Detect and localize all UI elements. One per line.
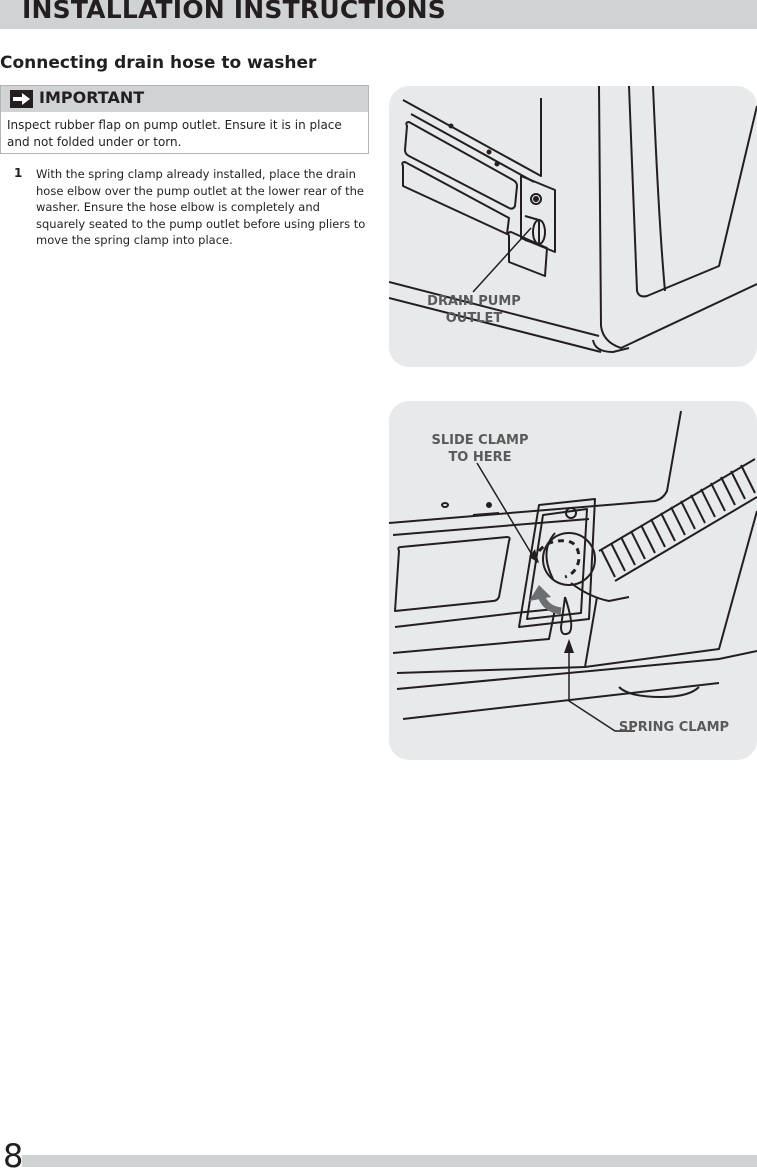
spring-clamp-label: SPRING CLAMP bbox=[618, 720, 730, 735]
section-title: Connecting drain hose to washer bbox=[0, 53, 317, 73]
page-header-title: INSTALLATION INSTRUCTIONS bbox=[22, 0, 446, 24]
step-text: With the spring clamp already installed, place the drain hose elbow over the pump outlet at the lower rear of the washer. Ensure the hose elbow is completely and squarely seated to the pump outlet before using pliers to move the spring clamp into place. bbox=[36, 167, 366, 247]
important-text: Inspect rubber ﬂap on pump outlet. Ensure it is in place and not folded under or torn. bbox=[7, 118, 342, 149]
arrow-right-icon bbox=[10, 90, 33, 108]
header-bar bbox=[0, 0, 757, 29]
important-notice bbox=[0, 85, 369, 154]
slide-clamp-label-line2: TO HERE bbox=[448, 450, 512, 465]
drain-pump-label-line2: OUTLET bbox=[445, 311, 503, 326]
slide-clamp-label bbox=[421, 432, 539, 466]
page-number: 8 bbox=[3, 1137, 24, 1175]
drain-pump-figure bbox=[389, 86, 757, 367]
important-label: IMPORTANT bbox=[39, 88, 145, 107]
important-header bbox=[1, 86, 368, 112]
step-number: 1 bbox=[14, 166, 23, 180]
footer-bar bbox=[22, 1155, 757, 1167]
drain-pump-label-line1: DRAIN PUMP bbox=[427, 294, 521, 309]
drain-pump-outlet-label bbox=[419, 293, 529, 327]
spring-clamp-figure bbox=[389, 401, 757, 760]
slide-clamp-label-line1: SLIDE CLAMP bbox=[431, 433, 529, 448]
